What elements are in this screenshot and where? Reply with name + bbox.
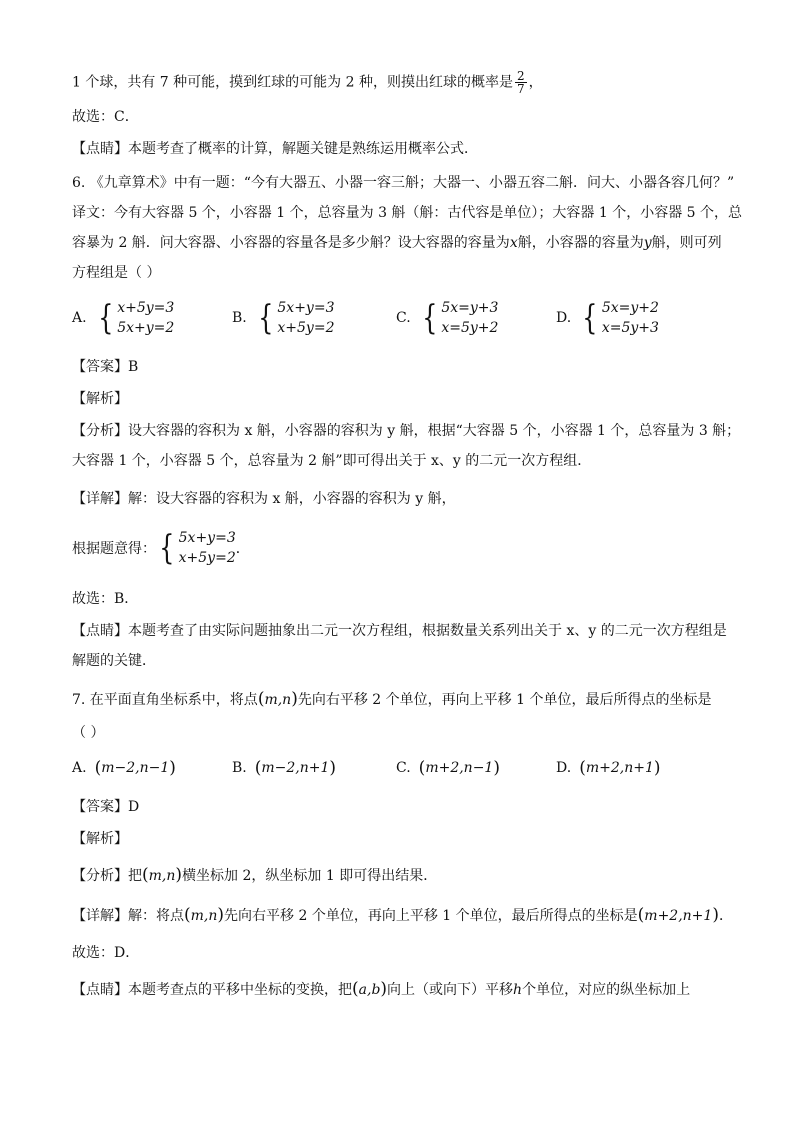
q6-analysis-heading: 【解析】 (72, 391, 128, 407)
point-coords: m,n (264, 692, 292, 708)
result-coords: m+2,n+1 (644, 908, 713, 924)
variable-y: y (643, 235, 652, 251)
equation-row: 5x+y=3 (277, 300, 335, 316)
equation-row: 5x+y=3 (178, 530, 236, 546)
equation-system: { 5x+y=3 x+5y=2 (159, 528, 236, 568)
equation-row: x=5y+2 (441, 320, 499, 336)
q7-analysis-heading: 【解析】 (72, 831, 128, 847)
option-label: B. (232, 760, 247, 776)
text-segment: 个单位，对应的纵坐标加上 (522, 982, 691, 998)
equation-system: { 5x=y+2 x=5y+3 (582, 298, 659, 338)
variable-h: h (513, 982, 523, 998)
q7-stem-line-2: （ ） (72, 725, 105, 741)
text-segment: 斛，小容器的容量为 (517, 235, 644, 251)
fraction (515, 70, 527, 95)
option-value: m−2,n−1 (101, 760, 170, 776)
option-label: C. (396, 760, 411, 776)
q6-analysis-line-2: 大容器 1 个，小容器 5 个，总容量为 2 斛”即可得出关于 x、y 的二元一次方程组． (72, 453, 592, 469)
option-value: m+2,n−1 (425, 760, 494, 776)
text-segment: 容暴为 2 斛．问大容器、小容器的容量各是多少斛？设大容器的容量为 (72, 235, 510, 251)
q6-answer: 【答案】B (72, 359, 139, 375)
text-segment: ． (718, 908, 733, 924)
answer-choice-line: 故选：C． (72, 109, 139, 125)
equation-system: { x+5y=3 5x+y=2 (97, 298, 175, 338)
text-segment: 先向右平移 2 个单位，再向上平移 1 个单位，最后所得点的坐标是 (297, 692, 712, 708)
text-segment: 7. 在平面直角坐标系中，将点 (72, 692, 258, 708)
text-segment: 1 个球，共有 7 种可能，摸到红球的可能为 2 种，则摸出红球的概率是 (72, 74, 513, 91)
q7-option-d[interactable]: D. ( m+2,n+1 ) (556, 758, 661, 778)
q6-analysis-line-1: 【分析】设大容器的容积为 x 斛，小容器的容积为 y 斛，根据“大容器 5 个，小容器 1 个，总容量为 3 斛； (72, 423, 741, 439)
q7-analysis-line: 【分析】把(m,n)横坐标加 2，纵坐标加 1 即可得出结果． (72, 865, 438, 885)
q6-choose-line: 故选：B． (72, 591, 139, 607)
text-segment: ． (235, 541, 250, 557)
equation-row: 5x=y+3 (441, 300, 499, 316)
text-segment: 向上（或向下）平移 (387, 982, 514, 998)
key-point-line: 【点睛】本题考查了概率的计算，解题关键是熟练运用概率公式． (72, 141, 478, 157)
q6-stem-line-4: 方程组是（ ） (72, 265, 161, 281)
equation-system: { 5x+y=3 x+5y=2 (257, 298, 335, 338)
equation-system: { 5x=y+3 x=5y+2 (421, 298, 499, 338)
equation-row: x=5y+3 (601, 320, 659, 336)
fraction-numerator: 2 (516, 69, 525, 83)
q6-option-a[interactable] (72, 298, 174, 338)
q6-option-d[interactable] (556, 298, 659, 338)
q7-choose-line: 故选：D． (72, 945, 140, 961)
text-segment: 先向右平移 2 个单位，再向上平移 1 个单位，最后所得点的坐标是 (224, 908, 638, 924)
point-coords: m,n (190, 908, 218, 924)
q7-option-b[interactable]: B. ( m−2,n+1 ) (232, 758, 337, 778)
text-segment: 斛，则可列 (651, 235, 722, 251)
text-segment: 【详解】解：将点 (72, 908, 184, 924)
text-segment: 【分析】把 (72, 868, 142, 884)
q6-key-point-line-1: 【点睛】本题考查了由实际问题抽象出二元一次方程组，根据数量关系列出关于 x、y 的二元一次方程组是 (72, 623, 727, 639)
q7-stem-line-1: 7. 在平面直角坐标系中，将点(m,n)先向右平移 2 个单位，再向上平移 1 个单位，最后所得点的坐标是 (72, 689, 712, 709)
q7-solution-line: 【详解】解：将点(m,n)先向右平移 2 个单位，再向上平移 1 个单位，最后所得点的坐标是(m+2,n+1)． (72, 905, 733, 925)
q7-key-point-line: 【点睛】本题考查点的平移中坐标的变换，把(a,b)向上（或向下）平移h个单位，对应的纵坐标加上 (72, 979, 691, 999)
probability-line (72, 70, 543, 95)
equation-row: 5x+y=2 (117, 320, 175, 336)
option-label: B. (232, 310, 247, 326)
point-coords: a,b (358, 982, 381, 998)
equation-row: x+5y=3 (117, 300, 175, 316)
q6-solution-line: 【详解】解：设大容器的容积为 x 斛，小容器的容积为 y 斛， (72, 491, 456, 507)
q6-stem-line-1: 6. 《九章算术》中有一题：“今有大器五、小器一容三斛；大器一、小器五容二斛．问大、小器各容几何？” (72, 175, 735, 191)
text-segment: 根据题意得： (72, 541, 156, 557)
q6-option-c[interactable] (396, 298, 498, 338)
variable-x: x (509, 235, 518, 251)
fraction-denominator: 7 (516, 82, 525, 96)
option-value: m+2,n+1 (585, 760, 654, 776)
text-segment: 【点睛】本题考查点的平移中坐标的变换，把 (72, 982, 352, 998)
text-segment: ， (528, 74, 543, 91)
point-coords: m,n (148, 868, 176, 884)
q6-key-point-line-2: 解题的关键． (72, 653, 156, 669)
q7-answer: 【答案】D (72, 799, 140, 815)
q6-stem-line-3 (72, 232, 722, 254)
option-label: A. (72, 310, 87, 326)
q6-equation-result (72, 528, 250, 568)
equation-row: 5x=y+2 (601, 300, 659, 316)
option-label: A. (72, 760, 87, 776)
q7-option-c[interactable]: C. ( m+2,n−1 ) (396, 758, 500, 778)
text-segment: 横坐标加 2，纵坐标加 1 即可得出结果． (182, 868, 438, 884)
option-value: m−2,n+1 (261, 760, 330, 776)
equation-row: x+5y=2 (178, 550, 236, 566)
q7-option-a[interactable]: A. ( m−2,n−1 ) (72, 758, 176, 778)
option-label: C. (396, 310, 411, 326)
equation-row: x+5y=2 (277, 320, 335, 336)
option-label: D. (556, 760, 572, 776)
q6-option-b[interactable] (232, 298, 334, 338)
option-label: D. (556, 310, 572, 326)
q6-stem-line-2: 译文：今有大容器 5 个，小容器 1 个，总容量为 3 斛（斛：古代容是单位）；大容器 1 个，小容器 5 个，总 (72, 205, 743, 221)
